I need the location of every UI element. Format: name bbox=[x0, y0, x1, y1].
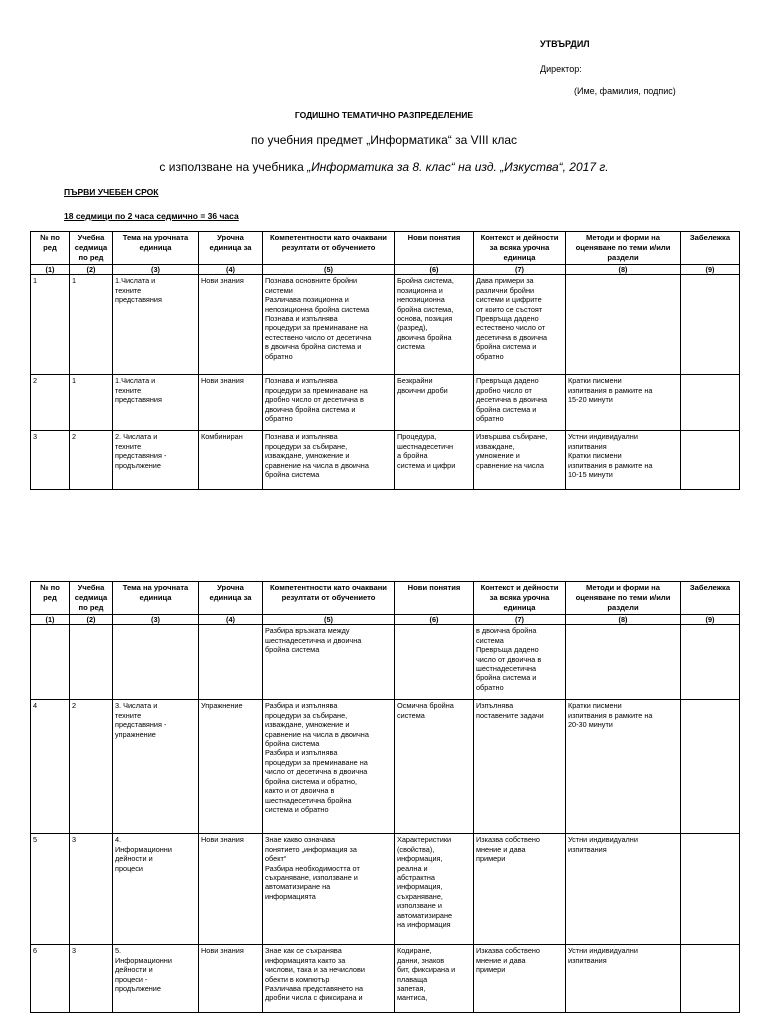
cell-line: мнение и дава bbox=[476, 955, 526, 965]
cell-line: бройна система и bbox=[476, 342, 537, 352]
week-cell: 3 bbox=[70, 945, 113, 1013]
concepts-cell bbox=[395, 700, 474, 834]
cell-line: обект“ bbox=[265, 854, 287, 864]
cell-line: техните bbox=[115, 285, 142, 295]
competences-cell bbox=[263, 375, 395, 431]
concepts-cell bbox=[395, 834, 474, 945]
cell-line: Устни индивидуални bbox=[568, 432, 638, 442]
cell-line: число от десетична в двоична bbox=[265, 767, 368, 777]
cell-line: двоична бройна система и bbox=[265, 404, 356, 414]
methods-cell bbox=[566, 625, 681, 700]
textbook-title: „Информатика за 8. клас“ на изд. „Изкуства“, 2017 г. bbox=[307, 160, 609, 174]
cell-line: изваждане, умножение и bbox=[265, 451, 350, 461]
textbook-prefix: с използване на учебника bbox=[159, 160, 308, 174]
cell-line: основа, позиция bbox=[397, 314, 453, 323]
cell-line: 20-30 минути bbox=[568, 720, 613, 730]
lesson-type-cell bbox=[199, 625, 263, 700]
concepts-cell bbox=[395, 375, 474, 431]
hours-heading: 18 седмици по 2 часа седмично = 36 часа bbox=[64, 211, 239, 221]
cell-line: десетична в двоична bbox=[476, 395, 548, 405]
term-heading: ПЪРВИ УЧЕБЕН СРОК bbox=[64, 187, 159, 197]
cell-line: Различава представянето на bbox=[265, 984, 364, 993]
cell-line: процедури за преминаване на bbox=[265, 385, 368, 395]
cell-line: мнение и дава bbox=[476, 844, 526, 854]
cell-line: десетична в двоична bbox=[476, 332, 548, 342]
cell-line: 2. Числата и bbox=[115, 432, 158, 442]
context-cell bbox=[474, 375, 566, 431]
cell-line: Знае какво означава bbox=[265, 835, 336, 845]
cell-line: дейности и bbox=[115, 854, 153, 864]
topic-cell bbox=[113, 375, 199, 431]
column-number: (5) bbox=[263, 614, 395, 624]
cell-line: дробно число от bbox=[476, 385, 532, 395]
methods-cell bbox=[566, 700, 681, 834]
concepts-cell bbox=[395, 945, 474, 1013]
cell-line: реална и bbox=[397, 863, 428, 873]
cell-line: процедури за преминаване на bbox=[265, 323, 368, 333]
competences-cell bbox=[263, 700, 395, 834]
cell-line: представяния - bbox=[115, 720, 167, 730]
cell-line: на информация bbox=[397, 920, 451, 930]
column-number-row bbox=[31, 614, 740, 624]
lesson-type-cell: Нови знания bbox=[199, 275, 263, 375]
cell-line: Изказва собствено bbox=[476, 946, 540, 956]
cell-line: Кратки писмени bbox=[568, 701, 622, 711]
cell-line: процедури за преминаване на bbox=[265, 757, 368, 767]
cell-line: от които се състоят bbox=[476, 304, 543, 314]
cell-line: изпитвания в рамките на bbox=[568, 385, 653, 395]
row-number-cell: 2 bbox=[31, 375, 70, 431]
note-cell bbox=[681, 700, 740, 834]
cell-line: бройна система bbox=[265, 470, 320, 479]
week-cell: 3 bbox=[70, 834, 113, 945]
column-header: № по ред bbox=[31, 232, 70, 265]
cell-line: Изпълнява bbox=[476, 701, 514, 711]
cell-line: а бройна bbox=[397, 451, 428, 461]
cell-line: съхраняване, използване и bbox=[265, 873, 358, 882]
cell-line: изваждане, умножение и bbox=[265, 720, 350, 730]
cell-line: бит, фиксирана и bbox=[397, 965, 456, 975]
column-number: (6) bbox=[395, 614, 474, 624]
column-header: Учебна седмица по ред bbox=[70, 232, 113, 265]
column-number: (4) bbox=[199, 614, 263, 624]
cell-line: процеси bbox=[115, 863, 143, 873]
cell-line: данни, знаков bbox=[397, 955, 445, 965]
topic-cell bbox=[113, 431, 199, 490]
cell-line: изпитвания bbox=[568, 441, 607, 451]
methods-cell bbox=[566, 375, 681, 431]
lesson-type-cell: Упражнение bbox=[199, 700, 263, 834]
cell-line: система и обратно bbox=[265, 805, 329, 815]
cell-line: мантиса, bbox=[397, 993, 428, 1003]
cell-line: Информационни bbox=[115, 955, 172, 965]
column-header: Контекст и дейности за всяка урочна единица bbox=[474, 232, 566, 265]
table-header-row bbox=[31, 582, 740, 615]
cell-line: примери bbox=[476, 854, 506, 864]
column-number: (7) bbox=[474, 614, 566, 624]
cell-line: 5. bbox=[115, 946, 122, 956]
topic-cell bbox=[113, 625, 199, 700]
cell-line: 15-20 минути bbox=[568, 395, 613, 405]
row-number-cell: 4 bbox=[31, 700, 70, 834]
cell-line: поставените задачи bbox=[476, 710, 544, 720]
cell-line: шестнадесетична бройна bbox=[265, 795, 352, 805]
cell-line: бройна система bbox=[265, 739, 320, 748]
cell-line: плаваща bbox=[397, 974, 428, 984]
cell-line: система bbox=[476, 635, 504, 645]
cell-line: продължение bbox=[115, 460, 161, 470]
cell-line: в двоична бройна система и bbox=[265, 342, 362, 352]
cell-line: Дава примери за bbox=[476, 276, 534, 286]
table-row bbox=[31, 275, 740, 375]
table-row bbox=[31, 625, 740, 700]
week-cell: 1 bbox=[70, 375, 113, 431]
note-cell bbox=[681, 834, 740, 945]
cell-line: 10-15 минути bbox=[568, 470, 613, 479]
cell-line: бройна система и bbox=[476, 404, 537, 414]
cell-line: шестнадесетичн bbox=[397, 441, 454, 451]
cell-line: числови, така и за нечислови bbox=[265, 965, 365, 975]
cell-line: обратно bbox=[265, 351, 293, 361]
cell-line: изпитвания bbox=[568, 844, 607, 854]
cell-line: Разбира и изпълнява bbox=[265, 748, 338, 758]
methods-cell bbox=[566, 275, 681, 375]
cell-line: автоматизиране на bbox=[265, 882, 331, 892]
cell-line: изпитвания bbox=[568, 955, 607, 965]
column-number: (1) bbox=[31, 614, 70, 624]
cell-line: Разбира необходимостта от bbox=[265, 863, 360, 873]
cell-line: информация, bbox=[397, 882, 443, 892]
cell-line: представяния - bbox=[115, 451, 167, 461]
cell-line: в двоична бройна bbox=[476, 626, 537, 636]
cell-line: използване и bbox=[397, 901, 442, 911]
cell-line: двоични дроби bbox=[397, 385, 448, 395]
cell-line: Безкрайни bbox=[397, 376, 433, 386]
note-cell bbox=[681, 945, 740, 1013]
cell-line: (разред), bbox=[397, 323, 428, 333]
column-number: (9) bbox=[681, 614, 740, 624]
cell-line: представяния bbox=[115, 295, 162, 305]
cell-line: Осмична бройна bbox=[397, 701, 454, 711]
cell-line: Кратки писмени bbox=[568, 451, 622, 461]
competences-cell bbox=[263, 834, 395, 945]
cell-line: информацията bbox=[265, 891, 316, 901]
cell-line: обратно bbox=[265, 414, 293, 423]
cell-line: Бройна система, bbox=[397, 276, 454, 286]
cell-line: Познава и изпълнява bbox=[265, 314, 338, 323]
cell-line: изваждане, bbox=[476, 441, 515, 451]
cell-line: системи и цифрите bbox=[476, 295, 542, 305]
cell-line: система bbox=[397, 342, 425, 352]
cell-line: дробно число от десетична в bbox=[265, 395, 364, 405]
cell-line: изпитвания в рамките на bbox=[568, 710, 653, 720]
week-cell: 2 bbox=[70, 431, 113, 490]
cell-line: позиционна и bbox=[397, 285, 443, 295]
cell-line: 4. bbox=[115, 835, 122, 845]
context-cell bbox=[474, 275, 566, 375]
column-header: Методи и форми на оценяване по теми и/или раздели bbox=[566, 232, 681, 265]
cell-line: шестнадесетична bbox=[476, 664, 537, 673]
cell-line: техните bbox=[115, 441, 142, 451]
row-number-cell: 6 bbox=[31, 945, 70, 1013]
cell-line: естествено число от десетична bbox=[265, 332, 372, 342]
cell-line: Характеристики bbox=[397, 835, 452, 845]
column-number: (8) bbox=[566, 264, 681, 274]
table-body bbox=[31, 275, 740, 490]
column-header: Урочна единица за bbox=[199, 232, 263, 265]
cell-line: Кратки писмени bbox=[568, 376, 622, 386]
column-number: (5) bbox=[263, 264, 395, 274]
column-header: Забележка bbox=[681, 232, 740, 265]
cell-line: информация, bbox=[397, 854, 443, 864]
cell-line: системи bbox=[265, 285, 293, 295]
column-header: № по ред bbox=[31, 582, 70, 615]
column-number: (3) bbox=[113, 264, 199, 274]
document-title: ГОДИШНО ТЕМАТИЧНО РАЗПРЕДЕЛЕНИЕ bbox=[294, 110, 474, 120]
cell-line: Разбира връзката между bbox=[265, 626, 350, 636]
cell-line: Познава основните бройни bbox=[265, 276, 358, 286]
context-cell bbox=[474, 700, 566, 834]
row-number-cell bbox=[31, 625, 70, 700]
director-label: Директор: bbox=[540, 64, 582, 74]
lesson-type-cell: Нови знания bbox=[199, 375, 263, 431]
cell-line: дейности и bbox=[115, 965, 153, 975]
table-row bbox=[31, 834, 740, 945]
cell-line: сравнение на числа bbox=[476, 460, 544, 470]
cell-line: Устни индивидуални bbox=[568, 835, 638, 845]
methods-cell bbox=[566, 834, 681, 945]
context-cell bbox=[474, 945, 566, 1013]
cell-line: Устни индивидуални bbox=[568, 946, 638, 956]
cell-line: (свойства), bbox=[397, 844, 435, 854]
cell-line: представяния bbox=[115, 395, 162, 405]
cell-line: различни бройни bbox=[476, 285, 535, 295]
cell-line: 1.Числата и bbox=[115, 276, 156, 286]
competences-cell bbox=[263, 275, 395, 375]
column-number: (9) bbox=[681, 264, 740, 274]
cell-line: непозиционна bbox=[397, 295, 445, 305]
week-cell bbox=[70, 625, 113, 700]
table-header-row bbox=[31, 232, 740, 265]
column-header: Учебна седмица по ред bbox=[70, 582, 113, 615]
concepts-cell bbox=[395, 431, 474, 490]
column-header: Компетентности като очаквани резултати от обучението bbox=[263, 232, 395, 265]
column-number: (4) bbox=[199, 264, 263, 274]
cell-line: процедури за събиране, bbox=[265, 710, 348, 720]
week-cell: 1 bbox=[70, 275, 113, 375]
methods-cell bbox=[566, 945, 681, 1013]
column-header: Тема на урочната единица bbox=[113, 232, 199, 265]
row-number-cell: 5 bbox=[31, 834, 70, 945]
topic-cell bbox=[113, 700, 199, 834]
cell-line: абстрактна bbox=[397, 873, 435, 882]
cell-line: шестнадесетична и двоична bbox=[265, 635, 362, 645]
cell-line: Познава и изпълнява bbox=[265, 376, 338, 386]
cell-line: Процедура, bbox=[397, 432, 437, 442]
plan-table-page-1 bbox=[30, 231, 740, 490]
cell-line: Кодиране, bbox=[397, 946, 432, 956]
cell-line: Знае как се съхранява bbox=[265, 946, 342, 956]
competences-cell bbox=[263, 431, 395, 490]
textbook-line bbox=[0, 160, 768, 174]
cell-line: техните bbox=[115, 385, 142, 395]
methods-cell bbox=[566, 431, 681, 490]
cell-line: примери bbox=[476, 965, 506, 975]
cell-line: Различава позиционна и bbox=[265, 295, 349, 305]
cell-line: число от двоична в bbox=[476, 654, 542, 664]
cell-line: 1.Числата и bbox=[115, 376, 156, 386]
cell-line: Превръща дадено bbox=[476, 645, 539, 655]
cell-line: съхраняване, bbox=[397, 891, 443, 901]
cell-line: бройна система и bbox=[476, 673, 537, 683]
column-number: (8) bbox=[566, 614, 681, 624]
cell-line: процедури за събиране, bbox=[265, 441, 348, 451]
row-number-cell: 3 bbox=[31, 431, 70, 490]
cell-line: Информационни bbox=[115, 844, 172, 854]
concepts-cell bbox=[395, 625, 474, 700]
column-number: (2) bbox=[70, 614, 113, 624]
note-cell bbox=[681, 275, 740, 375]
approved-label: УТВЪРДИЛ bbox=[540, 39, 590, 49]
cell-line: запетая, bbox=[397, 984, 426, 993]
cell-line: бройна система bbox=[265, 645, 320, 655]
column-header: Урочна единица за bbox=[199, 582, 263, 615]
cell-line: непозиционна бройна система bbox=[265, 304, 370, 314]
column-number: (3) bbox=[113, 614, 199, 624]
lesson-type-cell: Нови знания bbox=[199, 834, 263, 945]
lesson-type-cell: Комбиниран bbox=[199, 431, 263, 490]
column-header: Контекст и дейности за всяка урочна единица bbox=[474, 582, 566, 615]
context-cell bbox=[474, 625, 566, 700]
cell-line: система и цифри bbox=[397, 460, 456, 470]
topic-cell bbox=[113, 275, 199, 375]
cell-line: Изказва собствено bbox=[476, 835, 540, 845]
context-cell bbox=[474, 834, 566, 945]
table-row bbox=[31, 700, 740, 834]
column-header: Нови понятия bbox=[395, 232, 474, 265]
cell-line: Извършва събиране, bbox=[476, 432, 548, 442]
cell-line: обекти в компютър bbox=[265, 974, 330, 984]
cell-line: Превръща дадено bbox=[476, 314, 539, 323]
cell-line: упражнение bbox=[115, 729, 156, 739]
column-header: Компетентности като очаквани резултати от обучението bbox=[263, 582, 395, 615]
column-number: (6) bbox=[395, 264, 474, 274]
week-cell: 2 bbox=[70, 700, 113, 834]
row-number-cell: 1 bbox=[31, 275, 70, 375]
subject-line: по учебния предмет „Информатика“ за VIII клас bbox=[250, 133, 518, 147]
concepts-cell bbox=[395, 275, 474, 375]
table-row bbox=[31, 375, 740, 431]
plan-table-page-2 bbox=[30, 581, 740, 1013]
cell-line: дробни числа с фиксирана и bbox=[265, 993, 363, 1003]
note-cell bbox=[681, 431, 740, 490]
cell-line: информацията както за bbox=[265, 955, 346, 965]
cell-line: както и от двоична в bbox=[265, 786, 335, 796]
cell-line: Превръща дадено bbox=[476, 376, 539, 386]
signature-hint: (Име, фамилия, подпис) bbox=[574, 86, 676, 96]
competences-cell bbox=[263, 945, 395, 1013]
cell-line: обратно bbox=[476, 682, 504, 692]
lesson-type-cell: Нови знания bbox=[199, 945, 263, 1013]
cell-line: естествено число от bbox=[476, 323, 546, 333]
cell-line: бройна система и обратно, bbox=[265, 776, 358, 786]
cell-line: бройна система, bbox=[397, 304, 454, 314]
cell-line: понятието „информация за bbox=[265, 844, 357, 854]
cell-line: умножение и bbox=[476, 451, 520, 461]
cell-line: 3. Числата и bbox=[115, 701, 158, 711]
column-header: Методи и форми на оценяване по теми и/или раздели bbox=[566, 582, 681, 615]
cell-line: техните bbox=[115, 710, 142, 720]
note-cell bbox=[681, 625, 740, 700]
table-row bbox=[31, 431, 740, 490]
cell-line: обратно bbox=[476, 351, 504, 361]
table-row bbox=[31, 945, 740, 1013]
note-cell bbox=[681, 375, 740, 431]
context-cell bbox=[474, 431, 566, 490]
cell-line: двоична бройна bbox=[397, 332, 452, 342]
cell-line: процеси - bbox=[115, 974, 148, 984]
cell-line: автоматизиране bbox=[397, 910, 453, 920]
cell-line: сравнение на числа в двоична bbox=[265, 729, 369, 739]
topic-cell bbox=[113, 834, 199, 945]
column-number: (7) bbox=[474, 264, 566, 274]
cell-line: продължение bbox=[115, 984, 161, 993]
column-number: (1) bbox=[31, 264, 70, 274]
cell-line: Познава и изпълнява bbox=[265, 432, 338, 442]
cell-line: Разбира и изпълнява bbox=[265, 701, 338, 711]
cell-line: система bbox=[397, 710, 425, 720]
cell-line: изпитвания в рамките на bbox=[568, 460, 653, 470]
column-number: (2) bbox=[70, 264, 113, 274]
topic-cell bbox=[113, 945, 199, 1013]
column-header: Нови понятия bbox=[395, 582, 474, 615]
cell-line: сравнение на числа в двоична bbox=[265, 460, 369, 470]
table-body bbox=[31, 625, 740, 1013]
column-header: Тема на урочната единица bbox=[113, 582, 199, 615]
column-number-row bbox=[31, 264, 740, 274]
column-header: Забележка bbox=[681, 582, 740, 615]
competences-cell bbox=[263, 625, 395, 700]
cell-line: обратно bbox=[476, 414, 504, 423]
